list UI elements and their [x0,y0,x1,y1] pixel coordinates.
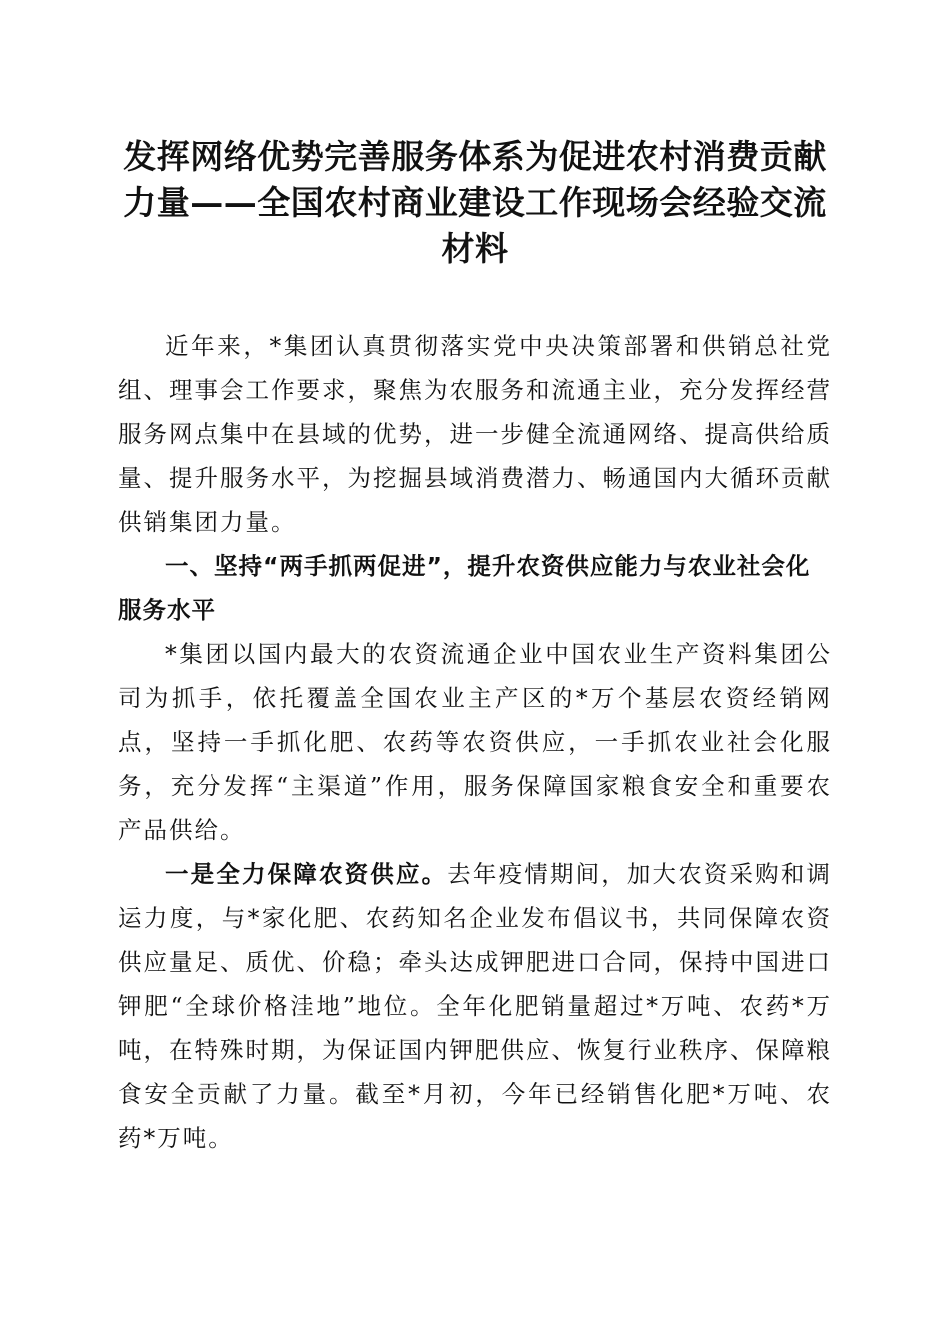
section-paragraph: *集团以国内最大的农资流通企业中国农业生产资料集团公司为抓手，依托覆盖全国农业主产区的*万个基层农资经销网点，坚持一手抓化肥、农药等农资供应，一手抓农业社会化服务，充分发挥“主渠道”作用，服务保障国家粮食安全和重要农产品供给。 [118,640,832,844]
document-title: 发挥网络优势完善服务体系为促进农村消费贡献力量——全国农村商业建设工作现场会经验交流材料 [123,137,827,268]
point-body: 去年疫情期间，加大农资采购和调运力度，与*家化肥、农药知名企业发布倡议书，共同保障农资供应量足、质优、价稳；牵头达成钾肥进口合同，保持中国进口钾肥“全球价格洼地”地位。全年化肥销量超过*万吨、农药*万吨，在特殊时期，为保证国内钾肥供应、恢复行业秩序、保障粮食安全贡献了力量。截至*月初，今年已经销售化肥*万吨、农药*万吨。 [118,860,833,1152]
section-heading: 一、坚持“两手抓两促进”，提升农资供应能力与农业社会化服务水平 [118,552,811,624]
intro-paragraph: 近年来，*集团认真贯彻落实党中央决策部署和供销总社党组、理事会工作要求，聚焦为农服务和流通主业，充分发挥经营服务网点集中在县域的优势，进一步健全流通网络、提高供给质量、提升服务水平，为挖掘县域消费潜力、畅通国内大循环贡献供销集团力量。 [118,332,832,536]
document-page [118,134,832,1160]
point-paragraph [118,852,832,1160]
point-lead: 一是全力保障农资供应。 [165,860,448,888]
